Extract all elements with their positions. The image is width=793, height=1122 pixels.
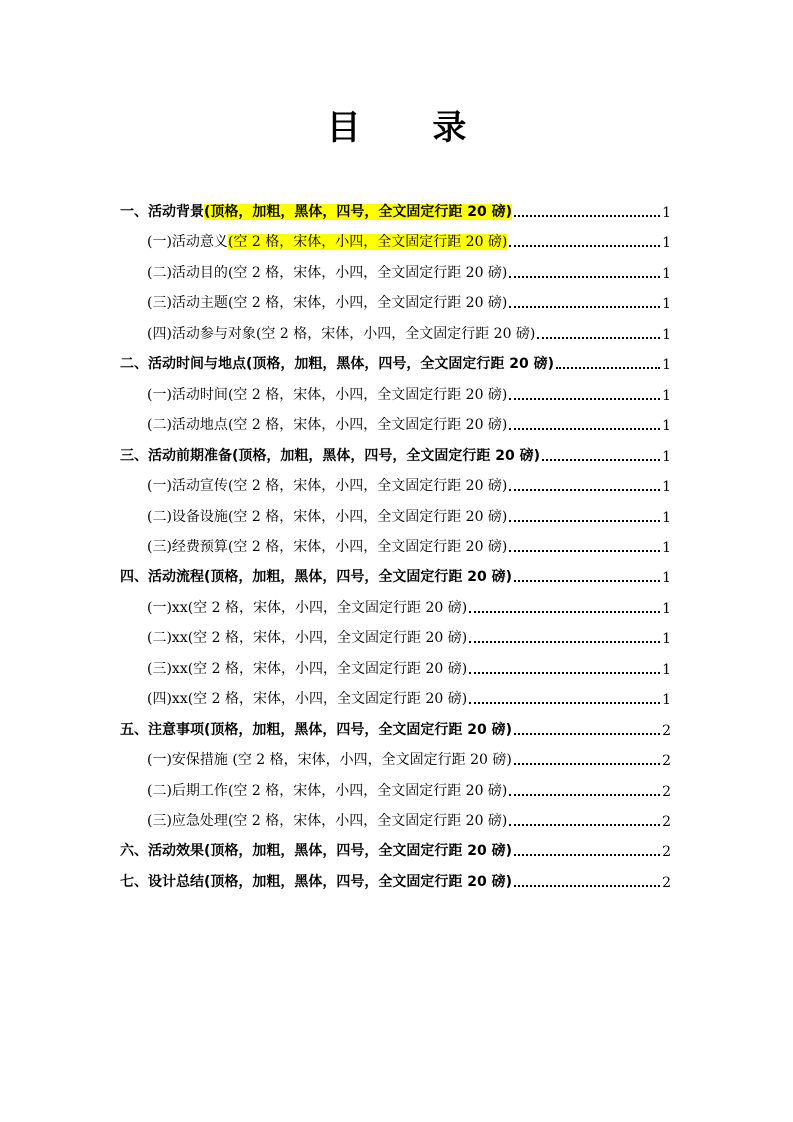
toc-entry-title: (一)活动意义 bbox=[147, 234, 228, 251]
toc-entry-note: (顶格，加粗，黑体，四号，全文固定行距 20 磅) bbox=[246, 356, 555, 373]
toc-entry-title: (二)xx bbox=[147, 630, 188, 647]
toc-dot-leader bbox=[469, 610, 660, 613]
toc-page-number: 1 bbox=[662, 570, 671, 587]
toc-entry-text bbox=[120, 353, 554, 373]
toc-page-number: 1 bbox=[662, 357, 671, 374]
toc-entry-note: (顶格，加粗，黑体，四号，全文固定行距 20 磅) bbox=[204, 204, 513, 220]
toc-heading-entry[interactable] bbox=[120, 343, 671, 373]
page-title: 目 录 bbox=[326, 108, 497, 148]
toc-dot-leader bbox=[469, 640, 660, 643]
toc-subentry[interactable] bbox=[147, 800, 671, 830]
toc-heading-entry[interactable] bbox=[120, 861, 671, 891]
toc-entry-text bbox=[147, 658, 467, 678]
toc-dot-leader bbox=[509, 397, 660, 400]
toc-entry-title: 五、注意事项 bbox=[120, 721, 204, 738]
toc-subentry[interactable] bbox=[147, 404, 671, 434]
toc-entry-title: 七、设计总结 bbox=[120, 873, 204, 890]
toc-entry-title: (一)活动宣传 bbox=[147, 478, 228, 495]
toc-entry-title: (一)xx bbox=[147, 599, 188, 616]
toc-entry-title: 一、活动背景 bbox=[120, 204, 204, 220]
toc-entry-note: (空 2 格，宋体，小四，全文固定行距 20 磅) bbox=[227, 234, 508, 251]
toc-entry-text bbox=[147, 262, 507, 282]
toc-entry-text bbox=[120, 719, 512, 739]
toc-page-number: 1 bbox=[662, 265, 671, 282]
toc-subentry[interactable] bbox=[147, 374, 671, 404]
toc-entry-text bbox=[147, 597, 467, 617]
toc-entry-title: (一)活动时间 bbox=[147, 386, 228, 403]
toc-entry-text bbox=[147, 810, 507, 830]
toc-entry-title: (二)活动目的 bbox=[147, 264, 228, 281]
toc-entry-title: 二、活动时间与地点 bbox=[120, 356, 246, 373]
toc-page-number: 1 bbox=[662, 235, 671, 252]
toc-dot-leader bbox=[509, 549, 660, 552]
toc-entry-text bbox=[147, 749, 512, 769]
toc-dot-leader bbox=[509, 823, 660, 826]
toc-entry-title: (三)应急处理 bbox=[147, 813, 228, 829]
toc-heading-entry[interactable] bbox=[120, 556, 671, 586]
toc-entry-text bbox=[120, 445, 540, 465]
toc-page-number: 2 bbox=[662, 874, 671, 891]
toc-dot-leader bbox=[514, 884, 660, 887]
toc-page-number: 2 bbox=[662, 844, 671, 861]
toc-entry-note: (空 2 格，宋体，小四，全文固定行距 20 磅) bbox=[227, 264, 508, 281]
toc-entry-title: (二)活动地点 bbox=[147, 417, 228, 434]
toc-page-number: 1 bbox=[662, 387, 671, 404]
toc-dot-leader bbox=[469, 701, 660, 704]
toc-page-number: 1 bbox=[662, 661, 671, 678]
toc-subentry[interactable] bbox=[147, 465, 671, 495]
toc-entry-note: (空 2 格，宋体，小四，全文固定行距 20 磅) bbox=[227, 295, 508, 312]
toc-heading-entry[interactable] bbox=[120, 709, 671, 739]
toc-dot-leader bbox=[514, 853, 660, 856]
toc-entry-note: (空 2 格，宋体，小四，全文固定行距 20 磅) bbox=[227, 478, 508, 495]
toc-subentry[interactable] bbox=[147, 221, 671, 251]
toc-subentry[interactable] bbox=[147, 678, 671, 708]
toc-page-number: 1 bbox=[662, 205, 671, 221]
toc-entry-note: (顶格，加粗，黑体，四号，全文固定行距 20 磅) bbox=[204, 721, 513, 738]
toc-heading-entry[interactable] bbox=[120, 191, 671, 221]
toc-dot-leader bbox=[509, 275, 660, 278]
toc-dot-leader bbox=[514, 579, 660, 582]
toc-subentry[interactable] bbox=[147, 526, 671, 556]
toc-entry-title: (四)xx bbox=[147, 691, 188, 708]
toc-entry-text bbox=[147, 414, 507, 434]
toc-entry-text bbox=[120, 566, 512, 586]
toc-page-number: 2 bbox=[662, 722, 671, 739]
toc-subentry[interactable] bbox=[147, 587, 671, 617]
toc-page-number: 1 bbox=[662, 509, 671, 526]
toc-dot-leader bbox=[556, 366, 660, 369]
toc-entry-note: (顶格，加粗，黑体，四号，全文固定行距 20 磅) bbox=[232, 447, 541, 464]
toc-page-number: 1 bbox=[662, 479, 671, 496]
toc-entry-title: 四、活动流程 bbox=[120, 569, 204, 586]
toc-dot-leader bbox=[509, 488, 660, 491]
toc-entry-note: (空 2 格，宋体，小四，全文固定行距 20 磅) bbox=[227, 782, 508, 799]
toc-heading-entry[interactable] bbox=[120, 435, 671, 465]
toc-entry-text bbox=[147, 231, 507, 251]
toc-entry-text bbox=[120, 871, 512, 891]
toc-dot-leader bbox=[509, 519, 660, 522]
toc-entry-note: (空 2 格，宋体，小四，全文固定行距 20 磅) bbox=[227, 752, 512, 769]
toc-entry-text bbox=[147, 627, 467, 647]
toc-entry-note: (空 2 格，宋体，小四，全文固定行距 20 磅) bbox=[227, 417, 508, 434]
toc-entry-text bbox=[147, 323, 535, 343]
toc-entry-text bbox=[147, 292, 507, 312]
toc-heading-entry[interactable] bbox=[120, 830, 671, 860]
toc-page-number: 1 bbox=[662, 448, 671, 465]
toc-dot-leader bbox=[537, 336, 660, 339]
toc-entry-title: (三)经费预算 bbox=[147, 538, 228, 555]
toc-entry-note: (顶格，加粗，黑体，四号，全文固定行距 20 磅) bbox=[204, 843, 513, 860]
toc-subentry[interactable] bbox=[147, 496, 671, 526]
toc-entry-title: (三)活动主题 bbox=[147, 295, 228, 312]
toc-subentry[interactable] bbox=[147, 739, 671, 769]
toc-dot-leader bbox=[509, 793, 660, 796]
toc-page-number: 1 bbox=[662, 692, 671, 709]
toc-entry-title: (二)后期工作 bbox=[147, 782, 228, 799]
toc-entry-title: 六、活动效果 bbox=[120, 843, 204, 860]
toc-page-number: 1 bbox=[662, 296, 671, 313]
toc-entry-title: 三、活动前期准备 bbox=[120, 447, 232, 464]
toc-entry-note: (顶格，加粗，黑体，四号，全文固定行距 20 磅) bbox=[204, 569, 513, 586]
toc-entry-text bbox=[147, 384, 507, 404]
toc-entry-title: (三)xx bbox=[147, 660, 188, 677]
toc-subentry[interactable] bbox=[147, 648, 671, 678]
toc-page-number: 2 bbox=[662, 753, 671, 770]
toc-entry-note: (空 2 格，宋体，小四，全文固定行距 20 磅) bbox=[227, 538, 508, 555]
toc-subentry[interactable] bbox=[147, 770, 671, 800]
toc-entry-text bbox=[147, 506, 507, 526]
toc-entry-note: (空 2 格，宋体，小四，全文固定行距 20 磅) bbox=[187, 691, 468, 708]
toc-page-number: 2 bbox=[662, 814, 671, 830]
toc-entry-note: (空 2 格，宋体，小四，全文固定行距 20 磅) bbox=[227, 813, 508, 829]
toc-entry-note: (空 2 格，宋体，小四，全文固定行距 20 磅) bbox=[255, 325, 536, 342]
toc-entry-title: (二)设备设施 bbox=[147, 508, 228, 525]
toc-subentry[interactable] bbox=[147, 617, 671, 647]
toc-entry-note: (空 2 格，宋体，小四，全文固定行距 20 磅) bbox=[187, 660, 468, 677]
toc-entry-text bbox=[120, 840, 512, 860]
toc-entry-note: (空 2 格，宋体，小四，全文固定行距 20 磅) bbox=[227, 386, 508, 403]
toc-entry-note: (空 2 格，宋体，小四，全文固定行距 20 磅) bbox=[187, 599, 468, 616]
toc-entry-note: (顶格，加粗，黑体，四号，全文固定行距 20 磅) bbox=[204, 873, 513, 890]
toc-page-number: 1 bbox=[662, 418, 671, 435]
toc-entry-note: (空 2 格，宋体，小四，全文固定行距 20 磅) bbox=[227, 508, 508, 525]
toc-subentry[interactable] bbox=[147, 252, 671, 282]
toc-entry-title: (一)安保措施 bbox=[147, 752, 228, 769]
toc-page-number: 2 bbox=[662, 783, 671, 800]
toc-dot-leader bbox=[509, 427, 660, 430]
toc-entry-text bbox=[147, 780, 507, 800]
toc-entry-text bbox=[147, 475, 507, 495]
toc-page-number: 1 bbox=[662, 326, 671, 343]
toc-subentry[interactable] bbox=[147, 282, 671, 312]
toc-dot-leader bbox=[542, 458, 660, 461]
toc-entry-title: (四)活动参与对象 bbox=[147, 325, 256, 342]
toc-entry-text bbox=[147, 688, 467, 708]
toc-entry-note: (空 2 格，宋体，小四，全文固定行距 20 磅) bbox=[187, 630, 468, 647]
toc-entry-text bbox=[147, 536, 507, 556]
toc-dot-leader bbox=[514, 762, 660, 765]
toc-dot-leader bbox=[509, 305, 660, 308]
toc-subentry[interactable] bbox=[147, 313, 671, 343]
toc-page-number: 1 bbox=[662, 600, 671, 617]
toc-dot-leader bbox=[509, 244, 660, 247]
toc-page-number: 1 bbox=[662, 631, 671, 648]
toc-dot-leader bbox=[469, 671, 660, 674]
toc-dot-leader bbox=[514, 214, 660, 217]
toc-page-number: 1 bbox=[662, 539, 671, 556]
toc-entry-text bbox=[120, 201, 512, 221]
toc-dot-leader bbox=[514, 732, 660, 735]
